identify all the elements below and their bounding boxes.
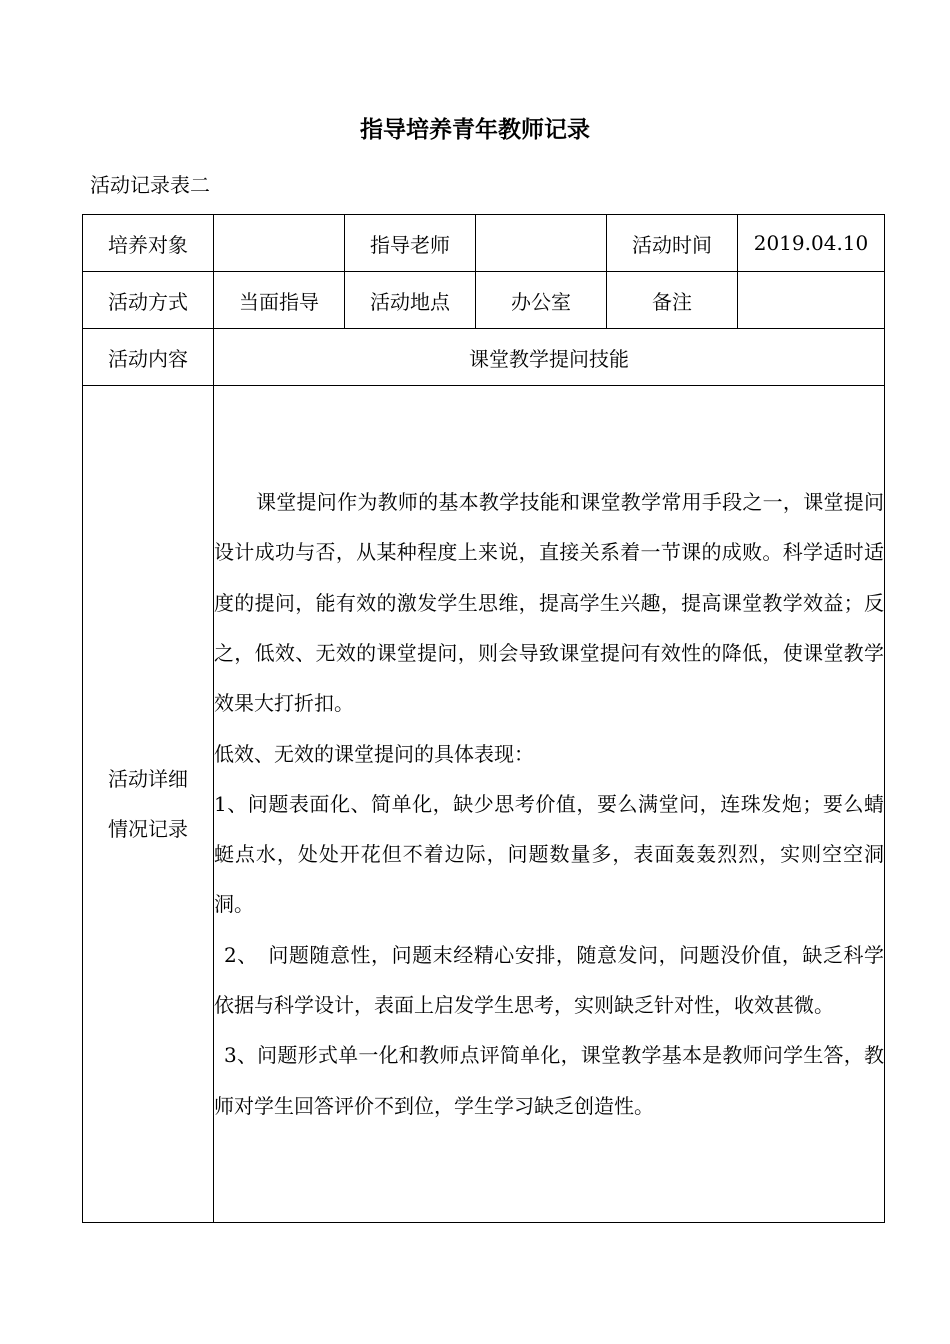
- table-row: [83, 272, 885, 329]
- detail-paragraph: 1、问题表面化、简单化，缺少思考价值，要么满堂问，连珠发炮；要么蜻蜓点水，处处开花但不着边际，问题数量多，表面轰轰烈烈，实则空空洞洞。: [214, 791, 884, 917]
- mentor-value: [476, 215, 607, 272]
- detail-paragraph: 2、 问题随意性，问题末经精心安排，随意发问，问题没价值，缺乏科学依据与科学设计，表面上启发学生思考，实则缺乏针对性，收效甚微。: [214, 942, 884, 1018]
- activity-content-label: 活动内容: [83, 329, 214, 386]
- page-title: 指导培养青年教师记录: [360, 117, 590, 143]
- activity-location-label: 活动地点: [345, 272, 476, 329]
- table-row: [83, 386, 885, 1223]
- activity-time-value: 2019.04.10: [738, 215, 885, 272]
- trainee-label: 培养对象: [83, 215, 214, 272]
- table-row: [83, 329, 885, 386]
- activity-mode-label: 活动方式: [83, 272, 214, 329]
- activity-record-table: [82, 214, 885, 1223]
- detail-paragraph: 低效、无效的课堂提问的具体表现：: [214, 741, 534, 766]
- form-subtitle: 活动记录表二: [90, 173, 210, 197]
- activity-detail-body: [214, 386, 885, 1223]
- activity-detail-label-cell: [83, 386, 214, 1223]
- detail-paragraph: 课堂提问作为教师的基本教学技能和课堂教学常用手段之一，课堂提问设计成功与否，从某种程度上来说，直接关系着一节课的成败。科学适时适度的提问，能有效的激发学生思维，提高学生兴趣，提高课堂教学效益；反之，低效、无效的课堂提问，则会导致课堂提问有效性的降低，使课堂教学效果大打折扣。: [214, 490, 884, 716]
- table-row: [83, 215, 885, 272]
- trainee-value: [214, 215, 345, 272]
- activity-time-label: 活动时间: [607, 215, 738, 272]
- mentor-label: 指导老师: [345, 215, 476, 272]
- detail-paragraph: 3、问题形式单一化和教师点评简单化，课堂教学基本是教师问学生答，教师对学生回答评价不到位，学生学习缺乏创造性。: [214, 1043, 884, 1118]
- remarks-value: [738, 272, 885, 329]
- activity-mode-value: 当面指导: [214, 272, 345, 329]
- detail-label-line1: 活动详细: [108, 767, 188, 791]
- activity-content-value: 课堂教学提问技能: [214, 329, 885, 386]
- activity-location-value: 办公室: [476, 272, 607, 329]
- detail-label-line2: 情况记录: [108, 817, 188, 841]
- remarks-label: 备注: [607, 272, 738, 329]
